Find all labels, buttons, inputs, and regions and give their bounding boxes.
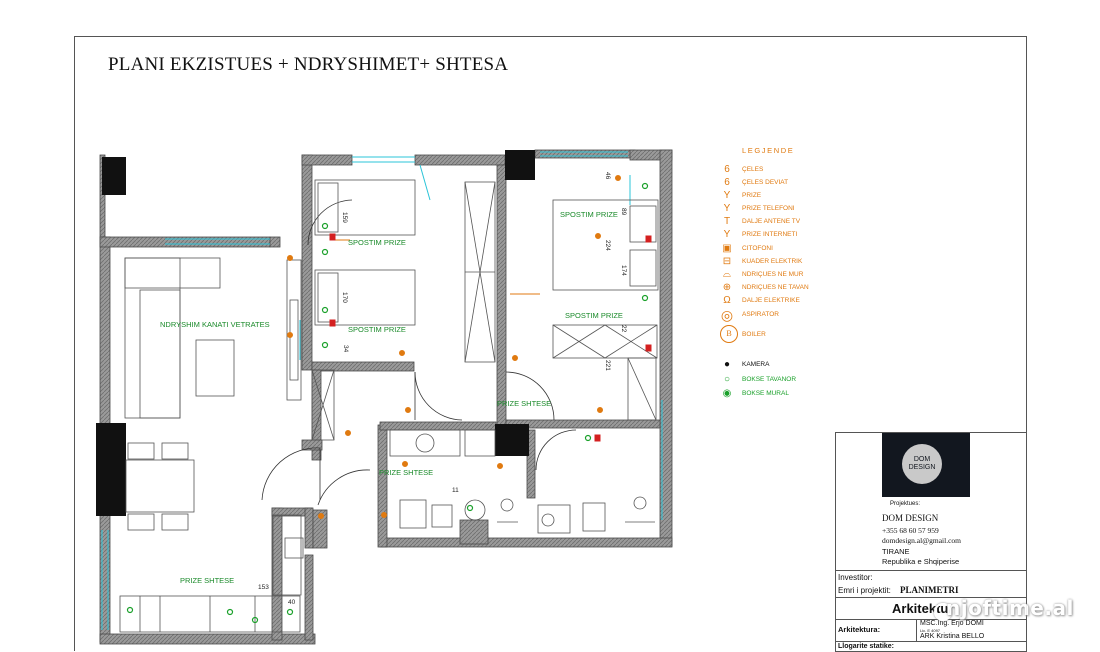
legend-item: [718, 256, 848, 268]
legend-item-label: BOILER: [742, 331, 766, 338]
architect-2: ARK Kristina BELLO: [920, 633, 985, 640]
arkitektura-label: Arkitektura:: [838, 625, 881, 634]
divider: [916, 619, 917, 641]
plan-title: PLANI EKZISTUES + NDRYSHIMET+ SHTESA: [108, 54, 509, 75]
legend-item-label: PRIZE INTERNETI: [742, 231, 798, 238]
legend-item: [718, 388, 848, 400]
legend-item-label: ÇELES: [742, 166, 764, 173]
wall-speaker-icon: ◉: [722, 388, 732, 399]
project-name-label: Emri i projektit:: [838, 586, 891, 595]
legend-item: [718, 282, 848, 294]
switch-deviat-icon: 6: [724, 177, 730, 188]
legend-item-label: CITOFONI: [742, 245, 773, 252]
dimension-label: 174: [620, 265, 627, 276]
legend-item: [718, 177, 848, 189]
legend-item: [718, 295, 848, 307]
aspirator-icon: ◎: [720, 307, 734, 323]
boiler-icon: B: [720, 325, 738, 343]
phone-socket-icon: Y: [723, 203, 731, 214]
label-prize-shtese-2: PRIZE SHTESE: [379, 468, 434, 477]
project-name: PLANIMETRI: [900, 585, 959, 595]
architect-1-note: Lic. E 4097: [920, 628, 941, 633]
dimension-label: 221: [604, 360, 611, 371]
company-name: DOM DESIGN: [882, 513, 939, 523]
socket-icon: Y: [723, 190, 731, 201]
legend-item-label: ASPIRATOR: [742, 311, 779, 318]
legend-item: [718, 329, 848, 341]
architect-1: MSC.Ing. Erjo DOMI: [920, 620, 984, 627]
label-spostim-prize-2: SPOSTIM PRIZE: [348, 325, 406, 334]
dimension-label: 224: [604, 240, 611, 251]
legend-item: [718, 309, 848, 321]
label-window-change: NDRYSHIM KANATI VETRATES: [160, 320, 270, 329]
legend-item-label: KAMERA: [742, 361, 770, 368]
legend-item: [718, 190, 848, 202]
divider: [836, 641, 1026, 642]
legend-item-label: BOKSE MURAL: [742, 390, 789, 397]
ceiling-light-icon: ⊕: [722, 282, 732, 293]
furniture: [120, 180, 658, 632]
dimension-label: 170: [341, 292, 348, 303]
dimension-label: 89: [620, 208, 627, 216]
legend-item-label: DALJE ELEKTRIKE: [742, 297, 800, 304]
dimension-label: 22: [620, 325, 627, 333]
tv-antenna-icon: T: [723, 216, 731, 227]
watermark: njoftime.al: [946, 596, 1074, 620]
exterior-walls: [100, 150, 672, 644]
legend-item: [718, 229, 848, 241]
projektues-label: Projektues:: [890, 501, 921, 507]
intercom-icon: ▣: [722, 243, 732, 254]
label-spostim-prize-3: SPOSTIM PRIZE: [560, 210, 618, 219]
legend-item: [718, 269, 848, 281]
label-prize-shtese-1: PRIZE SHTESE: [497, 399, 552, 408]
legend-item-label: PRIZE TELEFONI: [742, 205, 795, 212]
legend-item-label: KUADER ELEKTRIK: [742, 258, 803, 265]
dimension-label: 153: [258, 584, 269, 591]
divider: [836, 570, 1026, 571]
camera-icon: ●: [723, 359, 731, 370]
legend-item-label: PRIZE: [742, 192, 762, 199]
legend-item: [718, 359, 848, 371]
internet-socket-icon: Y: [723, 229, 731, 240]
ceiling-speaker-icon: ○: [723, 374, 731, 385]
dimension-label: 159: [341, 212, 348, 223]
legend-item-label: NDRIÇUES NE MUR: [742, 271, 804, 278]
section-heading: Arkitektur: [892, 601, 954, 616]
company-phone: +355 68 60 57 959: [882, 526, 939, 535]
legend-item-label: NDRIÇUES NE TAVAN: [742, 284, 809, 291]
label-prize-shtese-3: PRIZE SHTESE: [180, 576, 235, 585]
logo-emblem: [902, 444, 942, 484]
legend-item: [718, 216, 848, 228]
dimension-label: 34: [342, 345, 349, 353]
label-spostim-prize-4: SPOSTIM PRIZE: [565, 311, 623, 320]
legend-item: [718, 164, 848, 176]
logo-text-line1: DOM: [913, 456, 931, 463]
dimension-label: 40: [288, 599, 296, 606]
legend-item-label: DALJE ANTENE TV: [742, 218, 801, 225]
legend-title: LEGJENDE: [742, 146, 795, 155]
windows: [102, 152, 662, 630]
company-city: TIRANE: [882, 547, 910, 556]
label-spostim-prize-1: SPOSTIM PRIZE: [348, 238, 406, 247]
outlet-icon: Ω: [723, 295, 731, 306]
company-email: domdesign.al@gmail.com: [882, 536, 961, 545]
legend-item: [718, 203, 848, 215]
dimension-label: 46: [604, 172, 611, 180]
dimension-label: 11: [452, 487, 459, 494]
investitor-label: Investitor:: [838, 573, 873, 582]
legend-item: [718, 374, 848, 386]
wall-light-icon: ⌓: [723, 269, 731, 280]
legend-item: [718, 243, 848, 255]
switch-icon: 6: [724, 164, 730, 175]
panel-icon: ⊟: [722, 256, 732, 267]
company-logo: [882, 433, 970, 497]
company-country: Republika e Shqiperise: [882, 557, 960, 566]
logo-text-line2: DESIGN: [908, 464, 936, 471]
legend-item-label: BOKSE TAVANOR: [742, 376, 797, 383]
legend-item-label: ÇELES DEVIAT: [742, 179, 789, 186]
llogarite-label: Llogarite statike:: [838, 643, 895, 650]
